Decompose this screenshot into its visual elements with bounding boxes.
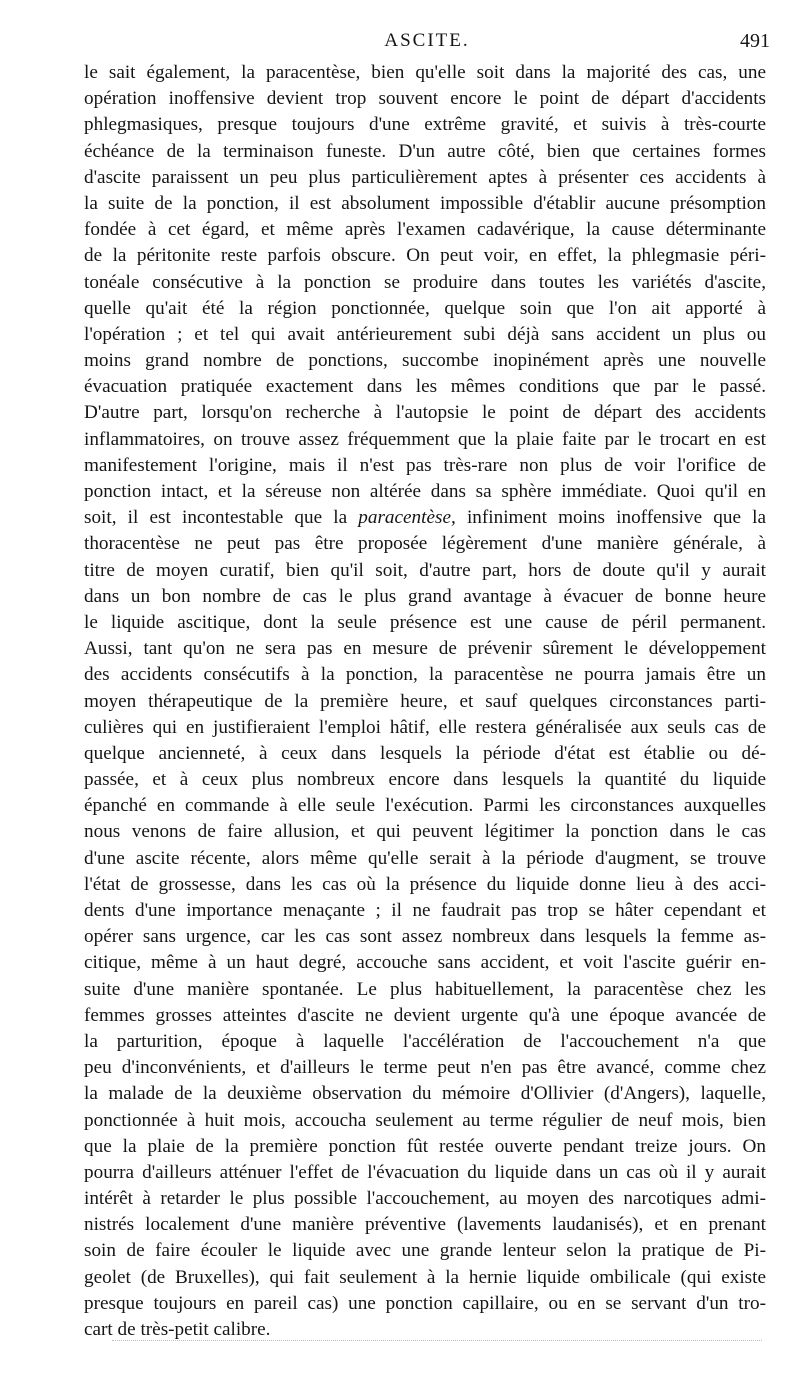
text-line: nous venons de faire allusion, et qui peuvent légitimer la ponction dans le cas <box>84 821 766 843</box>
text-line: geolet (de Bruxelles), qui fait seulement à la hernie liquide ombilicale (qui existe <box>84 1266 766 1288</box>
text-line: évacuation pratiquée exactement dans les mêmes conditions que par le passé. <box>84 376 766 398</box>
text-line: opération inoffensive devient trop souvent encore le point de départ d'accidents <box>84 88 766 110</box>
text-line: dans un bon nombre de cas le plus grand avantage à évacuer de bonne heure <box>84 585 766 607</box>
text-line: opérer sans urgence, car les cas sont assez nombreux dans lesquels la femme as- <box>84 926 766 948</box>
text-line: titre de moyen curatif, bien qu'il soit, d'autre part, hors de doute qu'il y aurait <box>84 559 766 581</box>
text-line: la parturition, époque à laquelle l'accélération de l'accouchement n'a que <box>84 1030 766 1052</box>
text-line: cart de très-petit calibre. <box>84 1319 271 1340</box>
text-line: Aussi, tant qu'on ne sera pas en mesure de prévenir sûrement le développement <box>84 638 766 660</box>
text-line: soin de faire écouler le liquide avec une grande lenteur selon la pratique de Pi- <box>84 1240 766 1262</box>
text-line: la suite de la ponction, il est absolument impossible d'établir aucune présomption <box>84 192 766 214</box>
text-line: d'une ascite récente, alors même qu'elle serait à la période d'augment, se trouve <box>84 847 766 869</box>
text-line: la malade de la deuxième observation du mémoire d'Ollivier (d'Angers), laquelle, <box>84 1083 766 1105</box>
text-line: manifestement l'origine, mais il n'est pas très-rare non plus de voir l'orifice de <box>84 454 766 476</box>
text-line: nistrés localement d'une manière préventive (lavements laudanisés), et en prenant <box>84 1214 766 1236</box>
text-line: de la péritonite reste parfois obscure. On peut voir, en effet, la phlegmasie péri- <box>84 245 766 267</box>
text-line: passée, et à ceux plus nombreux encore dans lesquels la quantité du liquide <box>84 769 766 791</box>
text-segment: soit, il est incontestable que la <box>84 507 359 529</box>
text-line: des accidents consécutifs à la ponction, la paracentèse ne pourra jamais être un <box>84 664 766 686</box>
text-line: échéance de la terminaison funeste. D'un autre côté, bien que certaines formes <box>84 140 766 162</box>
text-line: ponction intact, et la séreuse non altérée dans sa sphère immédiate. Quoi qu'il en <box>84 481 766 502</box>
text-line: d'ascite paraissent un peu plus particulièrement aptes à présenter ces accidents à <box>84 166 766 188</box>
text-line: tonéale consécutive à la ponction se produire dans toutes les variétés d'ascite, <box>84 271 766 293</box>
text-line: moins grand nombre de ponctions, succombe inopinément après une nouvelle <box>84 350 766 372</box>
italic-term: paracentèse, <box>358 507 456 529</box>
text-line: thoracentèse ne peut pas être proposée légèrement d'une manière générale, à <box>84 533 766 555</box>
text-line: quelle qu'ait été la région ponctionnée, quelque soin que l'on ait apporté à <box>84 297 766 319</box>
text-line: épanché en commande à elle seule l'exécution. Parmi les circonstances auxquelles <box>84 795 766 817</box>
text-segment: infiniment moins inoffensive que la <box>455 507 766 529</box>
text-line: ponctionnée à huit mois, accoucha seulement au terme régulier de neuf mois, bien <box>84 1109 766 1131</box>
text-line: dents d'une importance menaçante ; il ne faudrait pas trop se hâter cependant et <box>84 900 766 921</box>
text-line: intérêt à retarder le plus possible l'accouchement, au moyen des narcotiques admi- <box>84 1188 766 1210</box>
text-line: moyen thérapeutique de la première heure, et sauf quelques circonstances parti- <box>84 690 766 712</box>
text-line: le liquide ascitique, dont la seule présence est une cause de péril permanent. <box>84 611 766 633</box>
text-line: femmes grosses atteintes d'ascite ne devient urgente qu'à une époque avancée de <box>84 1004 766 1026</box>
text-line: quelque ancienneté, à ceux dans lesquels la période d'état est établie ou dé- <box>84 742 766 764</box>
text-line <box>84 505 766 531</box>
text-line: phlegmasiques, presque toujours d'une extrême gravité, et suivis à très-courte <box>84 114 766 136</box>
text-line: le sait également, la paracentèse, bien qu'elle soit dans la majorité des cas, une <box>84 62 766 83</box>
footer-dotted-rule <box>112 1340 762 1341</box>
running-title: ASCITE. <box>384 30 470 51</box>
text-line: culières qui en justifieraient l'emploi hâtif, elle restera généralisée aux seuls cas de <box>84 716 766 738</box>
text-line: peu d'inconvénients, et d'ailleurs le terme peut n'en pas être avancé, comme chez <box>84 1057 766 1079</box>
text-line: D'autre part, lorsqu'on recherche à l'autopsie le point de départ des accidents <box>84 402 766 424</box>
text-line: pourra d'ailleurs atténuer l'effet de l'évacuation du liquide dans un cas où il y aurait <box>84 1161 766 1183</box>
text-line: fondée à cet égard, et même après l'examen cadavérique, la cause déterminante <box>84 219 766 241</box>
text-line: l'état de grossesse, dans les cas où la présence du liquide donne lieu à des acci- <box>84 873 766 895</box>
page-number: 491 <box>740 30 770 52</box>
text-line: inflammatoires, on trouve assez fréquemment que la plaie faite par le trocart en est <box>84 428 766 450</box>
text-line: suite d'une manière spontanée. Le plus habituellement, la paracentèse chez les <box>84 978 766 1000</box>
running-head <box>84 30 770 56</box>
body-text <box>84 60 766 1343</box>
text-line: presque toujours en pareil cas) une ponction capillaire, ou en se servant d'un tro- <box>84 1292 766 1314</box>
text-line: que la plaie de la première ponction fût restée ouverte pendant treize jours. On <box>84 1135 766 1157</box>
text-line: l'opération ; et tel qui avait antérieurement subi déjà sans accident un plus ou <box>84 323 766 345</box>
text-line: citique, même à un haut degré, accouche sans accident, et voit l'ascite guérir en- <box>84 952 766 974</box>
